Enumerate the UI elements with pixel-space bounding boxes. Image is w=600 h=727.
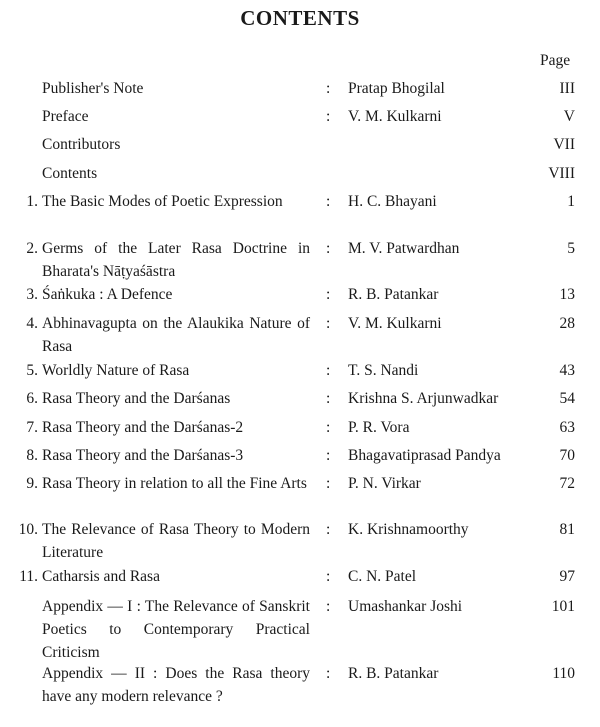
entry-title: Rasa Theory and the Darśanas bbox=[42, 390, 231, 407]
entry-title: Germs of the Later Rasa Doctrine in Bharata's Nāṭyaśāstra bbox=[42, 240, 310, 280]
entry-author: M. V. Patwardhan bbox=[348, 240, 460, 257]
entry-author: Krishna S. Arjunwadkar bbox=[348, 390, 499, 407]
entry-author: Pratap Bhogilal bbox=[348, 80, 445, 97]
entry-title: The Relevance of Rasa Theory to Modern Literature bbox=[42, 521, 310, 561]
entry-page: VII bbox=[553, 136, 575, 153]
entry-title: Rasa Theory and the Darśanas-3 bbox=[42, 447, 244, 464]
entry-separator: : bbox=[326, 419, 331, 436]
entry-author: R. B. Patankar bbox=[348, 665, 439, 682]
entry-title: Catharsis and Rasa bbox=[42, 568, 160, 585]
entry-separator: : bbox=[326, 362, 331, 379]
entry-author: V. M. Kulkarni bbox=[348, 108, 442, 125]
page-column-label: Page bbox=[540, 52, 571, 69]
entry-separator: : bbox=[326, 390, 331, 407]
entry-title: Rasa Theory and the Darśanas-2 bbox=[42, 419, 244, 436]
entry-page: 63 bbox=[559, 419, 575, 436]
entry-title: Appendix — I : The Relevance of Sanskrit Poetics to Contemporary Practical Criticism bbox=[42, 598, 310, 661]
entry-separator: : bbox=[326, 665, 331, 682]
entry-separator: : bbox=[326, 475, 331, 492]
entry-author: Umashankar Joshi bbox=[348, 598, 463, 615]
entry-number: 9. bbox=[26, 475, 38, 492]
entry-separator: : bbox=[326, 521, 331, 538]
entry-page: V bbox=[563, 108, 575, 125]
entry-number: 3. bbox=[26, 286, 38, 303]
entry-separator: : bbox=[326, 447, 331, 464]
entry-number: 10. bbox=[18, 521, 38, 538]
entry-page: 70 bbox=[559, 447, 575, 464]
entry-separator: : bbox=[326, 568, 331, 585]
entry-title: Publisher's Note bbox=[42, 80, 144, 97]
entry-separator: : bbox=[326, 80, 331, 97]
entry-separator: : bbox=[326, 315, 331, 332]
entry-author: P. N. Virkar bbox=[348, 475, 421, 492]
entry-title: Śaṅkuka : A Defence bbox=[42, 286, 173, 303]
entry-author: H. C. Bhayani bbox=[348, 193, 437, 210]
entry-page: 101 bbox=[551, 598, 575, 615]
entry-title: The Basic Modes of Poetic Expression bbox=[42, 193, 283, 210]
entry-page: 1 bbox=[567, 193, 575, 210]
entry-page: VIII bbox=[548, 165, 575, 182]
entry-number: 11. bbox=[19, 568, 38, 585]
entry-separator: : bbox=[326, 108, 331, 125]
entry-author: V. M. Kulkarni bbox=[348, 315, 442, 332]
entry-separator: : bbox=[326, 193, 331, 210]
entry-title: Preface bbox=[42, 108, 89, 125]
entry-author: T. S. Nandi bbox=[348, 362, 419, 379]
entry-title: Worldly Nature of Rasa bbox=[42, 362, 190, 379]
entry-page: 81 bbox=[559, 521, 575, 538]
entry-page: 5 bbox=[567, 240, 575, 257]
entry-author: R. B. Patankar bbox=[348, 286, 439, 303]
entry-page: 110 bbox=[552, 665, 575, 682]
entry-number: 2. bbox=[26, 240, 38, 257]
entry-number: 6. bbox=[26, 390, 38, 407]
entry-number: 7. bbox=[26, 419, 38, 436]
entry-number: 4. bbox=[26, 315, 38, 332]
entry-number: 5. bbox=[26, 362, 38, 379]
entry-title: Contributors bbox=[42, 136, 121, 153]
entry-number: 1. bbox=[26, 193, 38, 210]
entry-title: Abhinavagupta on the Alaukika Nature of Rasa bbox=[42, 315, 310, 355]
entry-author: Bhagavatiprasad Pandya bbox=[348, 447, 501, 464]
entry-page: 54 bbox=[559, 390, 575, 407]
page-title: CONTENTS bbox=[240, 6, 360, 30]
entry-title: Contents bbox=[42, 165, 98, 182]
entry-title: Rasa Theory in relation to all the Fine Arts bbox=[42, 475, 307, 492]
entry-title: Appendix — II : Does the Rasa theory have any modern relevance ? bbox=[42, 665, 310, 705]
entry-number: 8. bbox=[26, 447, 38, 464]
entry-page: 72 bbox=[559, 475, 575, 492]
entry-page: 43 bbox=[559, 362, 575, 379]
entry-author: P. R. Vora bbox=[348, 419, 410, 436]
entry-author: K. Krishnamoorthy bbox=[348, 521, 469, 538]
entry-separator: : bbox=[326, 240, 331, 257]
entry-page: 28 bbox=[559, 315, 575, 332]
entry-page: III bbox=[559, 80, 575, 97]
entry-page: 13 bbox=[559, 286, 575, 303]
entry-author: C. N. Patel bbox=[348, 568, 417, 585]
entry-separator: : bbox=[326, 286, 331, 303]
entry-page: 97 bbox=[559, 568, 575, 585]
entry-separator: : bbox=[326, 598, 331, 615]
